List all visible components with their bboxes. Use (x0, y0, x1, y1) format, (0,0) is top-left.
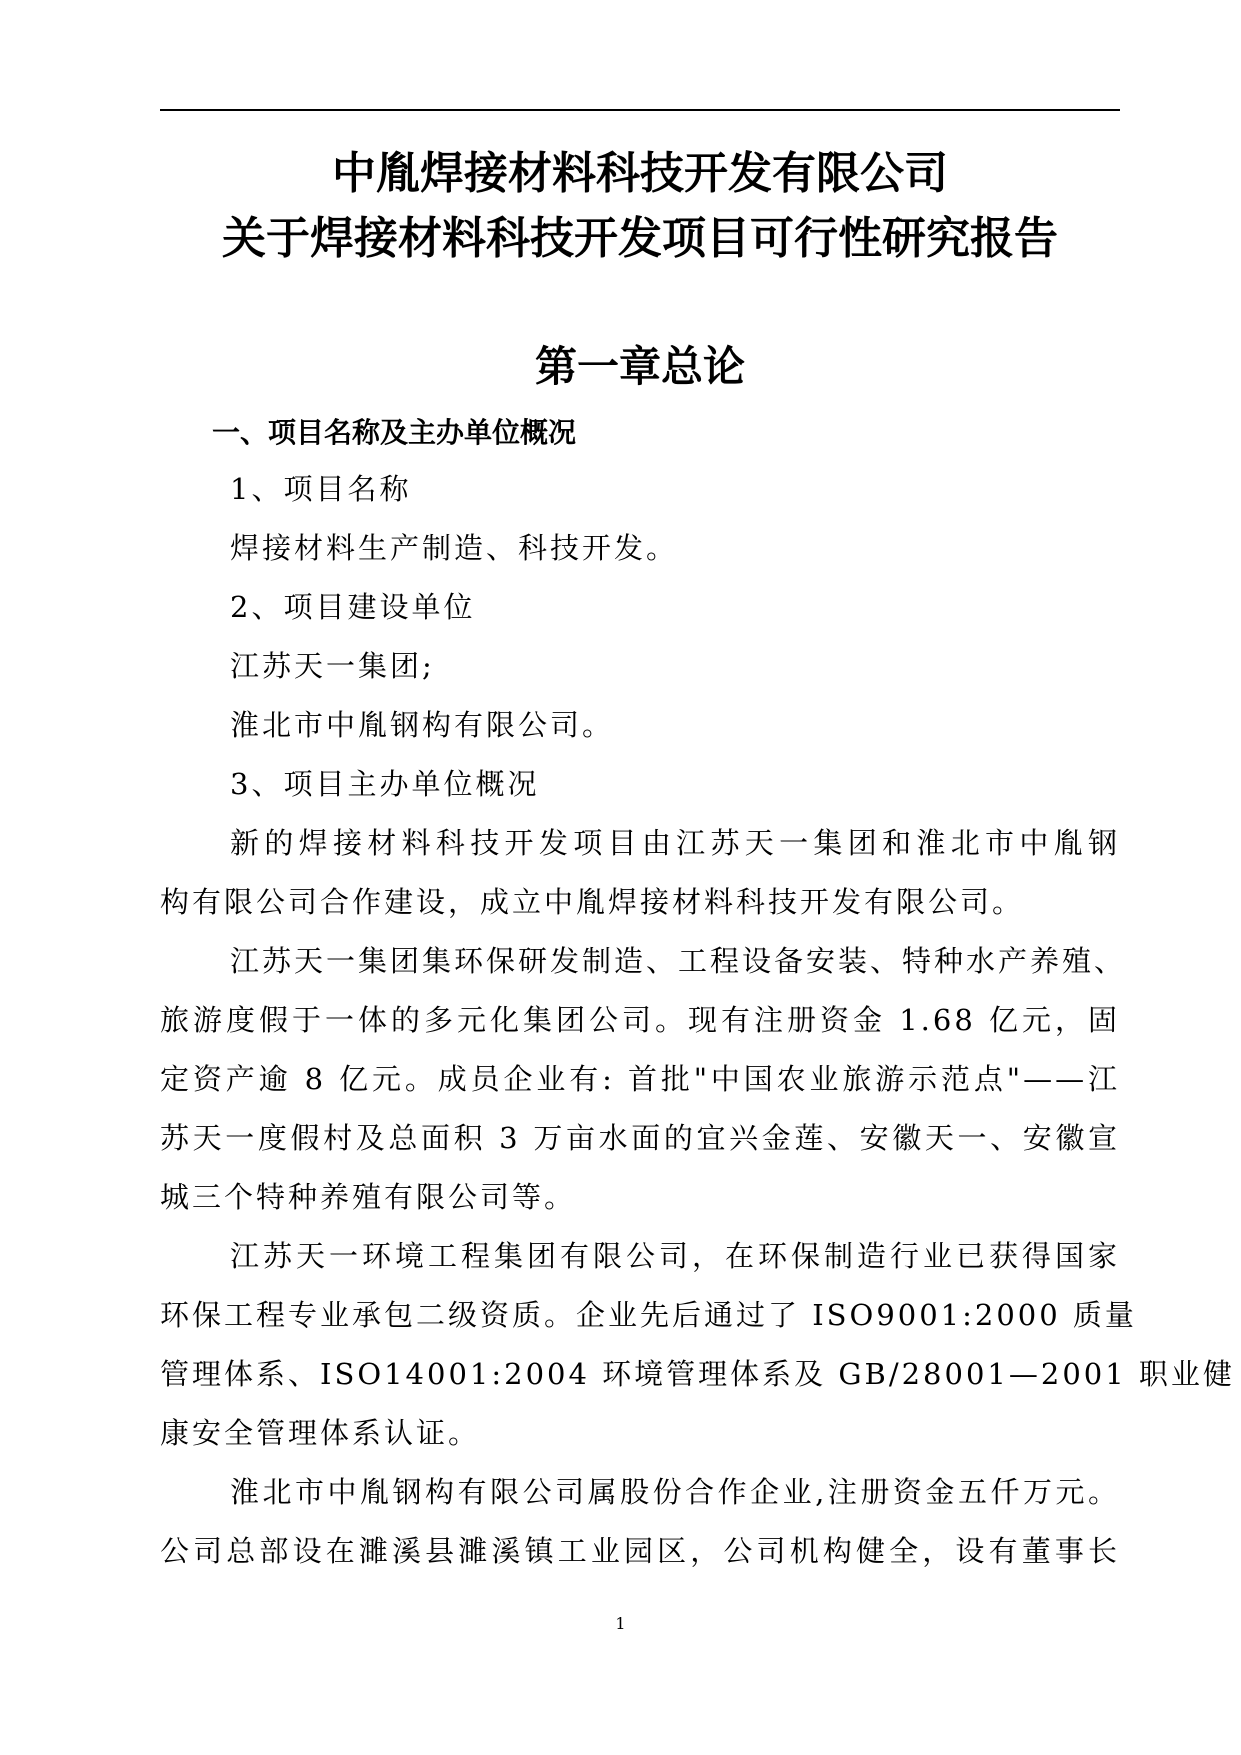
paragraph-2-line-4: 苏天一度假村及总面积 3 万亩水面的宜兴金莲、安徽天一、安徽宣 (160, 1121, 1120, 1155)
section-heading: 一、项目名称及主办单位概况 (212, 416, 577, 449)
chapter-title: 第一章总论 (534, 342, 745, 391)
item-2-body-line-2: 淮北市中胤钢构有限公司。 (230, 708, 615, 742)
item-2-heading: 2、项目建设单位 (230, 590, 476, 624)
paragraph-3-line-2: 环保工程专业承包二级资质。企业先后通过了 ISO9001:2000 质量 (160, 1298, 1137, 1332)
paragraph-3-line-1: 江苏天一环境工程集团有限公司，在环保制造行业已获得国家 (230, 1239, 1120, 1273)
paragraph-2-line-3: 定资产逾 8 亿元。成员企业有: 首批"中国农业旅游示范点"——江 (160, 1062, 1120, 1096)
item-1-heading: 1、项目名称 (230, 472, 412, 506)
paragraph-4-line-2: 公司总部设在濉溪县濉溪镇工业园区，公司机构健全，设有董事长 (160, 1534, 1120, 1568)
item-2-body-line-1: 江苏天一集团; (230, 649, 435, 683)
page-number: 1 (615, 1614, 626, 1633)
item-3-heading: 3、项目主办单位概况 (230, 767, 540, 801)
paragraph-2-line-2: 旅游度假于一体的多元化集团公司。现有注册资金 1.68 亿元，固 (160, 1003, 1120, 1037)
document-title-line-2: 关于焊接材料科技开发项目可行性研究报告 (222, 213, 1058, 264)
paragraph-1-line-1: 新的焊接材料科技开发项目由江苏天一集团和淮北市中胤钢 (230, 826, 1120, 860)
paragraph-3-line-3: 管理体系、ISO14001:2004 环境管理体系及 GB/28001—2001 职业健 (160, 1357, 1235, 1391)
paragraph-1-line-2: 构有限公司合作建设，成立中胤焊接材料科技开发有限公司。 (160, 885, 1025, 919)
paragraph-2-line-1: 江苏天一集团集环保研发制造、工程设备安装、特种水产养殖、 (230, 944, 1127, 978)
paragraph-4-line-1: 淮北市中胤钢构有限公司属股份合作企业,注册资金五仟万元。 (230, 1475, 1120, 1509)
paragraph-2-line-5: 城三个特种养殖有限公司等。 (160, 1180, 577, 1214)
paragraph-3-line-4: 康安全管理体系认证。 (160, 1416, 481, 1450)
item-1-body: 焊接材料生产制造、科技开发。 (230, 531, 679, 565)
header-rule (160, 109, 1120, 111)
document-title-line-1: 中胤焊接材料科技开发有限公司 (332, 148, 948, 199)
